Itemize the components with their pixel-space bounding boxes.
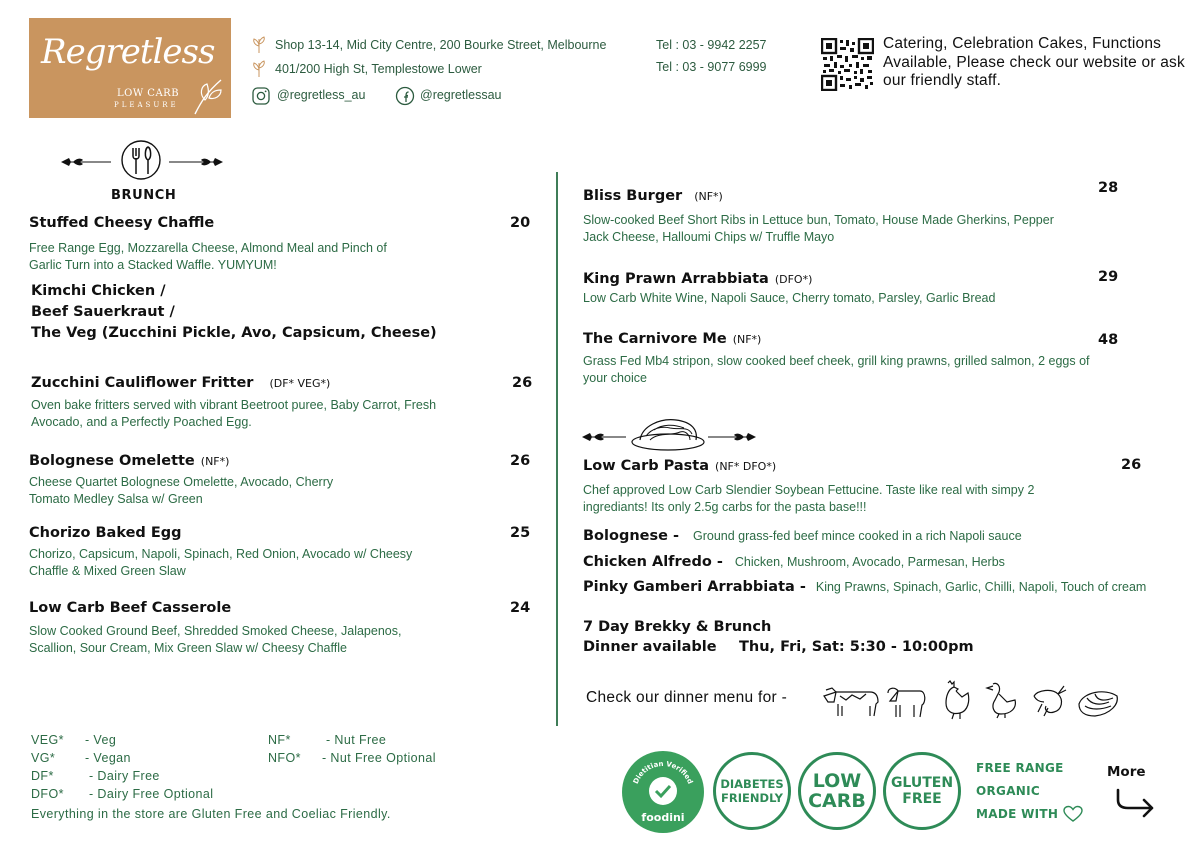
legend-meaning: - Veg	[85, 733, 117, 747]
menu-item-description: Oven bake fritters served with vibrant Beetroot puree, Baby Carrot, Fresh Avocado, and a Perfectly Poached Egg.	[31, 398, 437, 429]
badge-line: FRIENDLY	[721, 791, 783, 805]
dietary-tag: (DF* VEG*)	[269, 377, 331, 390]
pasta-option-name: Pinky Gamberi Arrabbiata -	[583, 579, 806, 595]
catering-notice: Catering, Celebration Cakes, Functions Available, Please check our website or ask our friendly staff.	[883, 35, 1185, 89]
facebook-icon[interactable]	[395, 86, 415, 106]
pasta-divider-icon	[580, 414, 760, 454]
pasta-option-description: Chicken, Mushroom, Avocado, Parmesan, Herbs	[734, 555, 1005, 569]
dinner-hours: Thu, Fri, Sat: 5:30 - 10:00pm	[739, 639, 974, 655]
dietary-tag: (NF*)	[732, 333, 762, 346]
salmon-icon	[1075, 686, 1121, 718]
duck-icon	[983, 680, 1019, 720]
facebook-handle[interactable]: @regretlessau	[420, 88, 502, 102]
instagram-handle[interactable]: @regretless_au	[277, 88, 366, 102]
legend-code: DFO*	[31, 787, 64, 801]
pasta-option	[583, 554, 1005, 570]
pasta-option-description: Ground grass-fed beef mince cooked in a rich Napoli sauce	[693, 529, 1022, 543]
qr-code-icon[interactable]	[821, 38, 874, 91]
hours-heading: 7 Day Brekky & Brunch	[583, 619, 772, 635]
menu-item-price: 25	[510, 525, 531, 541]
menu-item-description: Slow Cooked Ground Beef, Shredded Smoked Cheese, Jalapenos, Scallion, Sour Cream, Mix Green Slaw w/ Cheesy Chaffle	[29, 624, 402, 655]
prawn-icon	[1028, 684, 1068, 718]
address-line-1: Shop 13-14, Mid City Centre, 200 Bourke Street, Melbourne	[275, 38, 607, 52]
logo-leaf-icon	[191, 74, 225, 118]
sheep-icon	[884, 683, 928, 719]
dinner-label: Dinner available	[583, 639, 717, 655]
badge-line: CARB	[808, 790, 866, 812]
low-carb-badge	[798, 752, 876, 830]
more-arrow-icon[interactable]	[1114, 786, 1156, 822]
leaf-icon	[250, 60, 268, 78]
legend-meaning: - Dairy Free Optional	[89, 787, 214, 801]
dinner-menu-prompt: Check our dinner menu for -	[586, 689, 788, 706]
dietary-tag: (NF* DFO*)	[715, 460, 777, 473]
gluten-free-badge	[883, 752, 961, 830]
menu-item-description: Chorizo, Capsicum, Napoli, Spinach, Red Onion, Avocado w/ Cheesy Chaffle & Mixed Green Slaw	[29, 547, 413, 578]
menu-item-title: The Veg (Zucchini Pickle, Avo, Capsicum, Cheese)	[31, 325, 437, 341]
more-button-label[interactable]: More	[1107, 764, 1146, 780]
menu-item-title	[583, 331, 761, 347]
badge-line: FREE	[902, 791, 942, 807]
menu-item-description: Chef approved Low Carb Slendier Soybean Fettucine. Taste like real with simpy 2 ingrediants! Its only 2.5g carbs for the pasta base!!!	[583, 483, 1035, 514]
menu-item-title: Chorizo Baked Egg	[29, 525, 182, 541]
menu-item-title	[29, 453, 229, 469]
phone-line-2[interactable]: Tel : 03 - 9077 6999	[656, 60, 767, 74]
diabetes-friendly-badge	[713, 752, 791, 830]
menu-item-price: 29	[1098, 269, 1119, 285]
menu-item-name: Zucchini Cauliflower Fritter	[31, 375, 254, 391]
claim-free-range: FREE RANGE	[976, 761, 1064, 775]
menu-item-price: 28	[1098, 180, 1119, 196]
logo-tagline-line2: PLEASURE	[114, 101, 179, 109]
pasta-option-description: King Prawns, Spinach, Garlic, Chilli, Napoli, Touch of cream	[815, 580, 1147, 594]
menu-item-price: 26	[512, 375, 533, 391]
foodini-badge	[622, 751, 704, 833]
menu-item-price: 26	[510, 453, 531, 469]
legend-code: VEG*	[31, 733, 64, 747]
legend-code: DF*	[31, 769, 54, 783]
dietary-tag: (NF*)	[200, 455, 230, 468]
dietary-tag: (NF*)	[694, 190, 723, 203]
menu-item-price: 48	[1098, 332, 1119, 348]
badge-line: LOW	[812, 770, 862, 792]
legend-meaning: - Dairy Free	[89, 769, 160, 783]
menu-item-price: 26	[1121, 457, 1142, 473]
logo-tagline-line1: LOW CARB	[117, 88, 180, 99]
menu-item-name: King Prawn Arrabbiata	[583, 271, 769, 287]
menu-item-name: The Carnivore Me	[583, 331, 727, 347]
cow-icon	[822, 682, 880, 718]
pasta-option	[583, 579, 1146, 595]
column-divider	[556, 172, 558, 726]
menu-item-description: Grass Fed Mb4 stripon, slow cooked beef cheek, grill king prawns, grilled salmon, 2 eggs of your choice	[583, 354, 1090, 385]
menu-item-description: Free Range Egg, Mozzarella Cheese, Almond Meal and Pinch of Garlic Turn into a Stacked Waffle. YUMYUM!	[29, 241, 387, 272]
gluten-free-note: Everything in the store are Gluten Free and Coeliac Friendly.	[31, 807, 391, 821]
menu-item-title: Stuffed Cheesy Chaffle	[29, 215, 215, 231]
menu-item-name: Low Carb Pasta	[583, 458, 710, 474]
foodini-label: foodini	[641, 811, 685, 824]
legend-code: VG*	[31, 751, 56, 765]
claim-made-with: MADE WITH	[976, 807, 1059, 821]
menu-item-title	[583, 458, 776, 474]
brand-logo	[29, 18, 231, 118]
badge-line: GLUTEN	[890, 775, 954, 791]
leaf-icon	[250, 36, 268, 54]
legend-code: NF*	[268, 733, 291, 747]
menu-item-description: Cheese Quartet Bolognese Omelette, Avocado, Cherry Tomato Medley Salsa w/ Green	[29, 475, 334, 506]
legend-meaning: - Nut Free Optional	[322, 751, 436, 765]
menu-item-description: Slow-cooked Beef Short Ribs in Lettuce bun, Tomato, House Made Gherkins, Pepper Jack Cheese, Halloumi Chips w/ Truffle Mayo	[583, 213, 1054, 244]
cutlery-divider-icon	[59, 138, 225, 184]
menu-item-title: Low Carb Beef Casserole	[29, 600, 232, 616]
badge-line: DIABETES	[720, 777, 784, 791]
menu-item-title	[31, 375, 330, 391]
menu-item-title	[583, 188, 723, 204]
menu-item-price: 20	[510, 215, 531, 231]
menu-item-title: Beef Sauerkraut /	[31, 304, 175, 320]
foodini-arc-text: Dietitian Verified	[631, 759, 695, 786]
legend-meaning: - Vegan	[85, 751, 131, 765]
instagram-icon[interactable]	[251, 86, 271, 106]
menu-item-name: Bolognese Omelette	[29, 453, 195, 469]
address-line-2: 401/200 High St, Templestowe Lower	[275, 62, 482, 76]
menu-item-description: Low Carb White Wine, Napoli Sauce, Cherry tomato, Parsley, Garlic Bread	[583, 291, 996, 305]
pasta-option-name: Bolognese -	[583, 528, 680, 544]
legend-code: NFO*	[268, 751, 301, 765]
logo-wordmark: Regretless	[41, 32, 215, 72]
dietary-tag: (DFO*)	[774, 273, 813, 286]
phone-line-1[interactable]: Tel : 03 - 9942 2257	[656, 38, 767, 52]
menu-item-title	[583, 271, 812, 287]
menu-item-price: 24	[510, 600, 531, 616]
section-title-brunch: BRUNCH	[111, 188, 177, 203]
menu-item-title: Kimchi Chicken /	[31, 283, 166, 299]
legend-meaning: - Nut Free	[326, 733, 387, 747]
pasta-option-name: Chicken Alfredo -	[583, 554, 723, 570]
heart-icon	[1062, 805, 1084, 823]
chicken-icon	[938, 679, 972, 721]
claim-organic: ORGANIC	[976, 784, 1040, 798]
menu-item-name: Bliss Burger	[583, 188, 683, 204]
pasta-option	[583, 528, 1022, 544]
